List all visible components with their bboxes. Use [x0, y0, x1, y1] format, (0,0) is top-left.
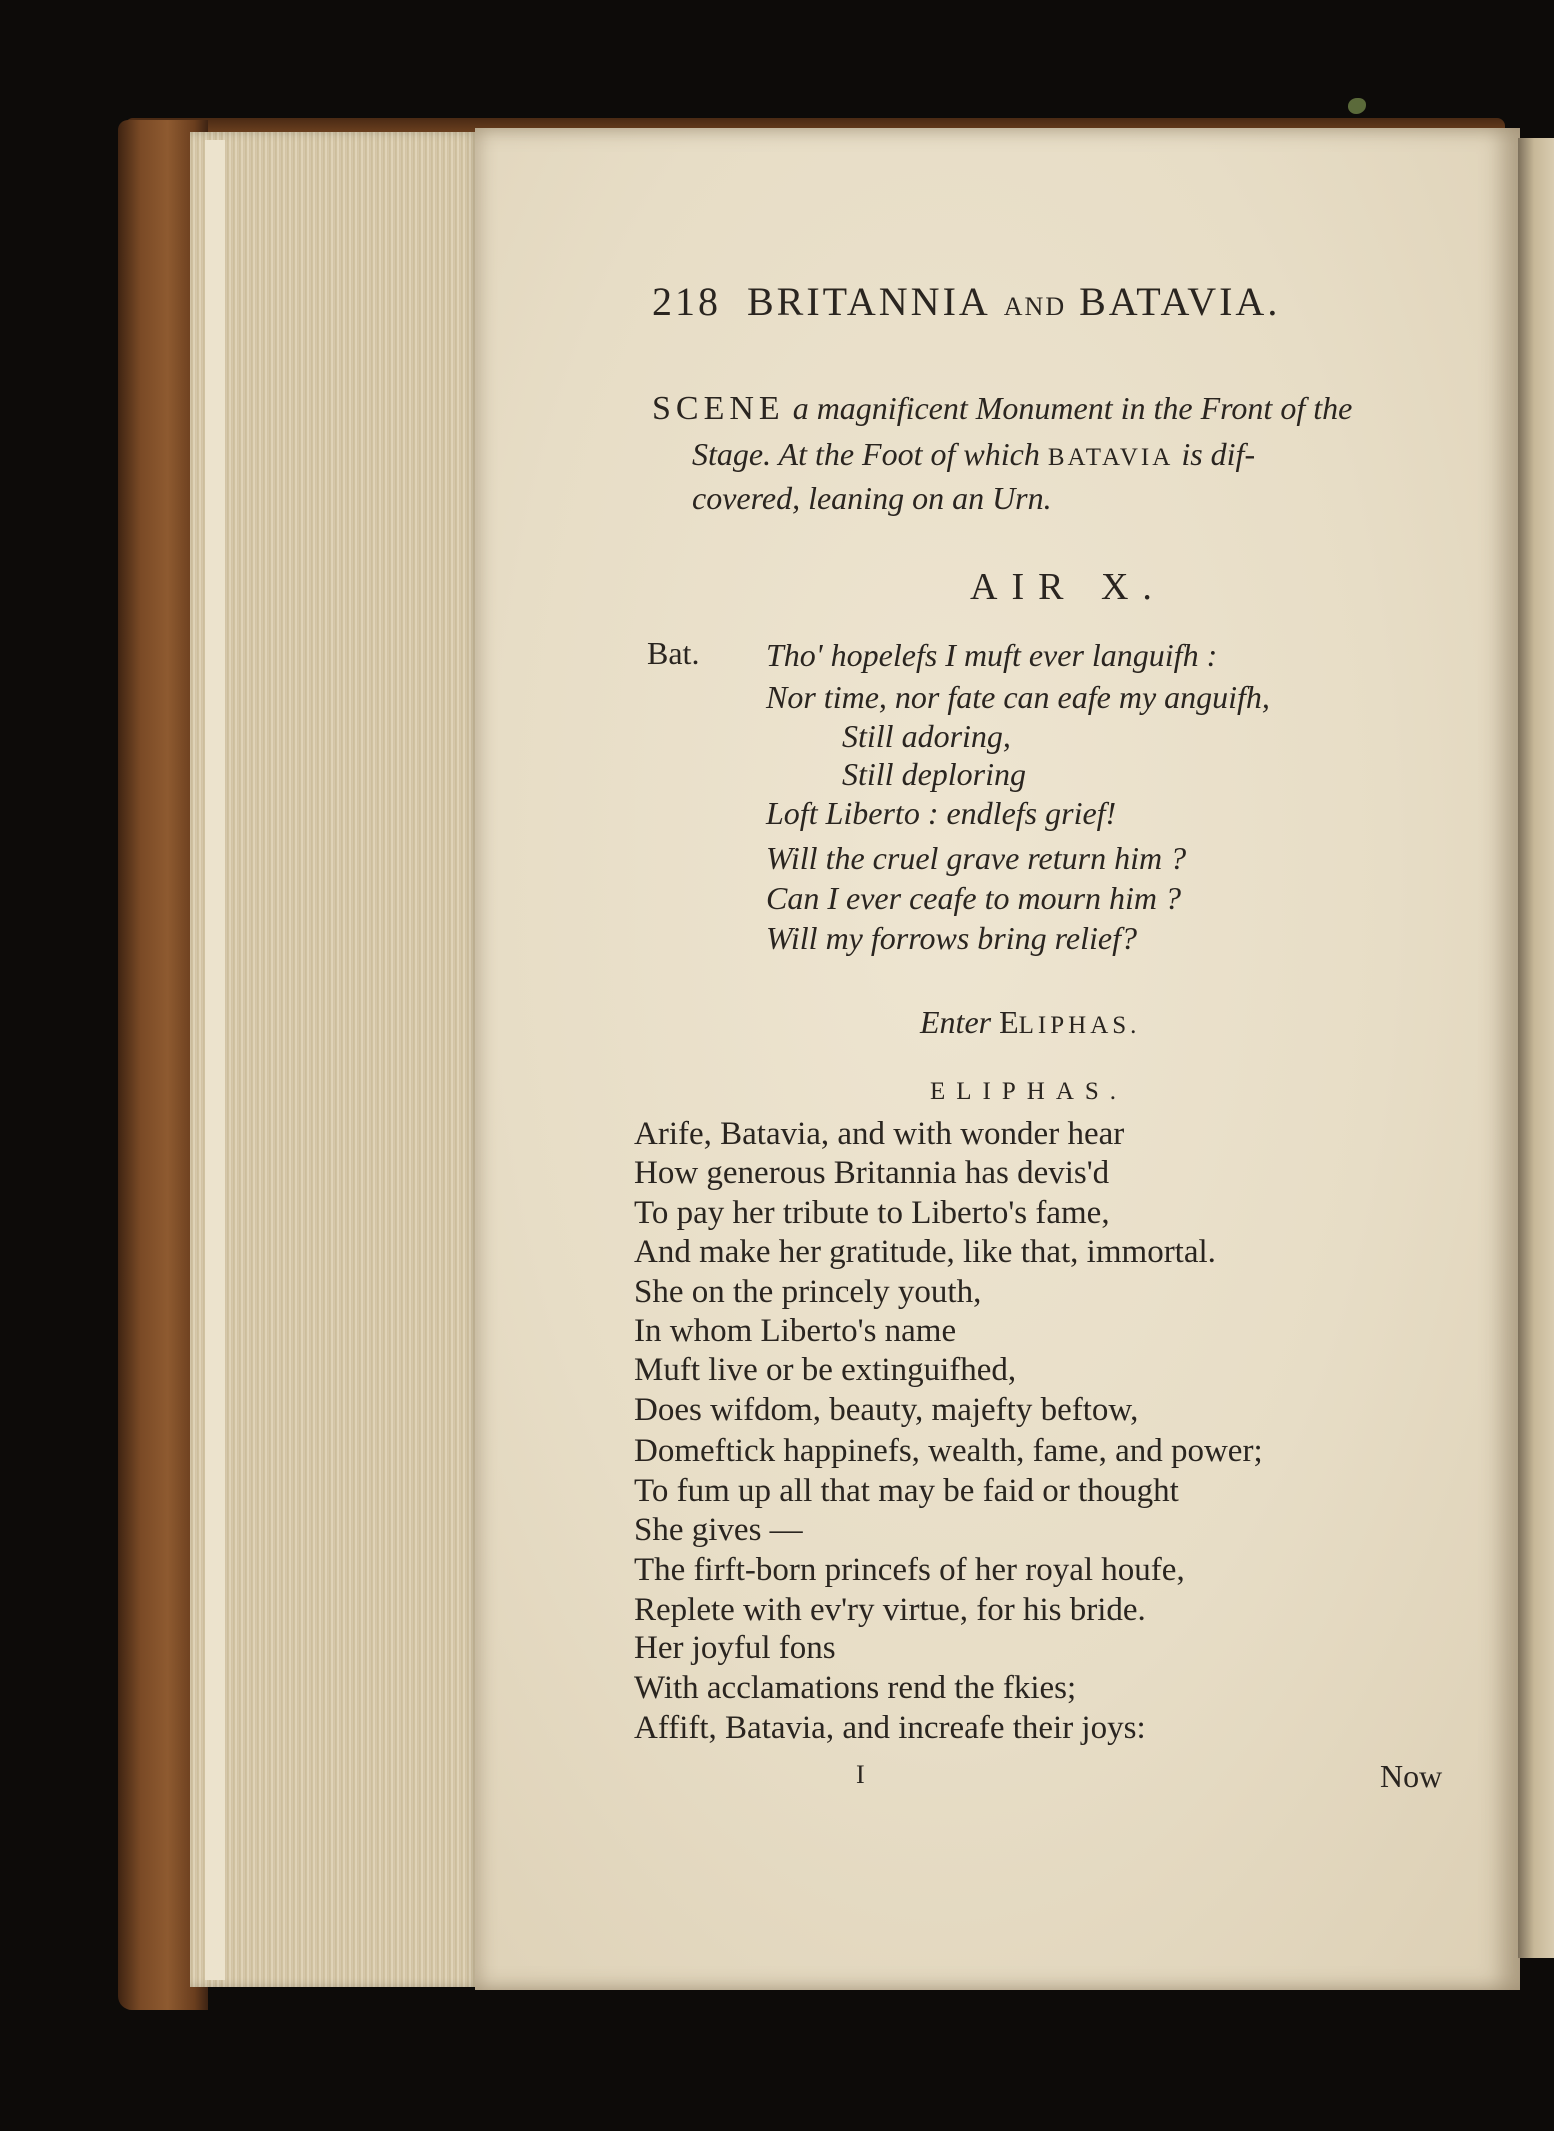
speech-line: To pay her tribute to Liberto's fame, [634, 1195, 1110, 1231]
speech-line: Arife, Batavia, and with wonder hear [634, 1116, 1125, 1152]
air-line: Will my forrows bring relief? [766, 920, 1137, 956]
entrance-name-rest: LIPHAS. [1018, 1012, 1141, 1039]
speech-line: Does wifdom, beauty, majefty beftow, [634, 1392, 1139, 1428]
air-line: Still deploring [842, 756, 1026, 792]
running-header [652, 278, 1280, 325]
speech-line: She gives — [634, 1512, 803, 1548]
running-title-part1: BRITANNIA [747, 279, 991, 324]
stage-direction-line-3: covered, leaning on an Urn. [692, 480, 1052, 516]
stage-direction-text-1: a magnificent Monument in the Front of the [792, 390, 1353, 426]
speech-line: Affift, Batavia, and increafe their joys: [634, 1710, 1146, 1746]
air-line: Still adoring, [842, 718, 1011, 754]
air-line: Loft Liberto : endlefs grief! [766, 795, 1117, 831]
speech-line: To fum up all that may be faid or thought [634, 1473, 1179, 1509]
enter-word: Enter [920, 1004, 992, 1040]
stage-direction-text-2b: is dif- [1181, 436, 1256, 472]
stage-direction-line-2 [692, 436, 1255, 473]
air-line: Will the cruel grave return him ? [766, 840, 1187, 876]
speech-line: The firft-born princefs of her royal houfe, [634, 1552, 1185, 1588]
speech-line: How generous Britannia has devis'd [634, 1155, 1110, 1191]
running-title-and: AND [1003, 292, 1067, 321]
catchword: Now [1380, 1758, 1443, 1794]
air-heading: AIR X. [970, 566, 1166, 608]
page-number: 218 [652, 279, 721, 324]
stage-direction-text-2a: Stage. At the Foot of which [692, 436, 1040, 472]
air-line: Tho' hopelefs I muft ever languifh : [766, 637, 1218, 673]
signature-mark: I [856, 1760, 865, 1789]
endpaper-edge [205, 140, 225, 1980]
speech-line: In whom Liberto's name [634, 1313, 957, 1349]
entrance-direction [920, 1004, 1140, 1041]
running-title-part2: BATAVIA. [1079, 279, 1281, 324]
entrance-name-initial: E [999, 1004, 1019, 1040]
speech-line: And make her gratitude, like that, immortal. [634, 1234, 1216, 1270]
air-line: Can I ever ceafe to mourn him ? [766, 880, 1182, 916]
page-edges-stack [190, 132, 480, 1987]
air-line: Nor time, nor fate can eafe my anguifh, [766, 679, 1270, 715]
stage-direction-line-1 [652, 390, 1352, 428]
facing-page-sliver [1518, 138, 1554, 1958]
green-stain-mark [1348, 98, 1366, 114]
speech-line: Her joyful fons [634, 1630, 836, 1666]
speech-line: Replete with ev'ry virtue, for his bride. [634, 1592, 1146, 1628]
speech-line: Muft live or be extinguifhed, [634, 1352, 1017, 1388]
speech-line: With acclamations rend the fkies; [634, 1670, 1077, 1706]
air-speaker: Bat. [647, 635, 700, 671]
speech-speaker-heading: ELIPHAS. [930, 1078, 1128, 1105]
scene-label: SCENE [652, 390, 785, 427]
speech-line: She on the princely youth, [634, 1274, 982, 1310]
speech-line: Domeftick happinefs, wealth, fame, and power; [634, 1433, 1263, 1469]
stage-direction-name: BATAVIA [1047, 444, 1174, 471]
